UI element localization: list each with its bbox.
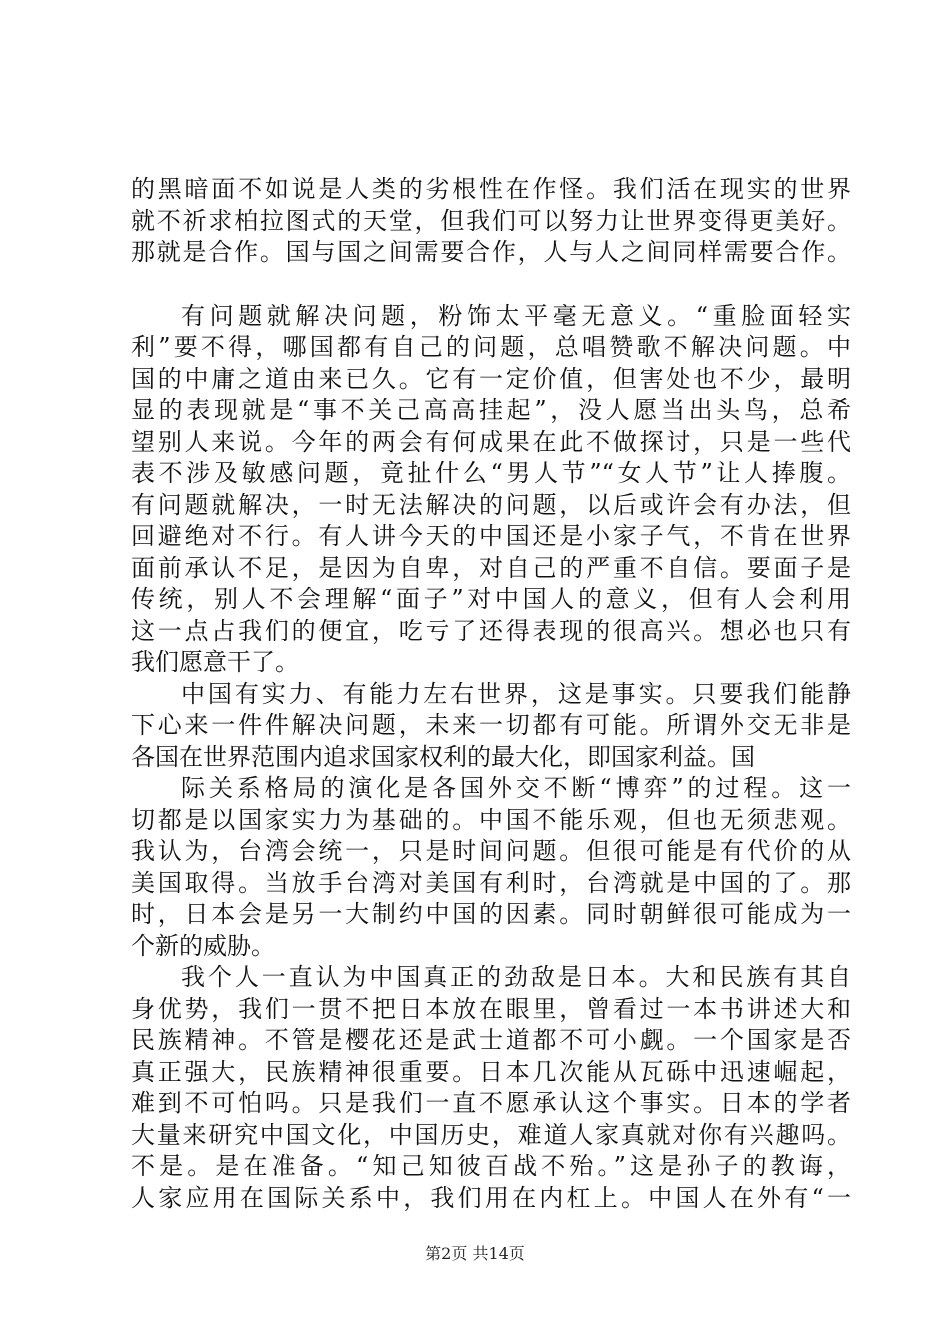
text-line: 大量来研究中国文化，中国历史，难道人家真就对你有兴趣吗。 <box>131 1120 851 1149</box>
text-line: 面前承认不足，是因为自卑，对自己的严重不自信。要面子是 <box>131 553 851 582</box>
text-line: 难到不可怕吗。只是我们一直不愿承认这个事实。日本的学者 <box>131 1089 851 1117</box>
text-line: 切都是以国家实力为基础的。中国不能乐观，但也无须悲观。 <box>131 805 851 834</box>
text-line: 个新的威胁。 <box>131 931 275 960</box>
text-line: 有问题就解决，一时无法解决的问题，以后或许会有办法，但 <box>131 490 851 519</box>
text-line: 美国取得。当放手台湾对美国有利时，台湾就是中国的了。那 <box>131 868 851 897</box>
page-number-footer: 第2页 共14页 <box>425 1244 525 1263</box>
text-line: 回避绝对不行。有人讲今天的中国还是小家子气，不肯在世界 <box>131 522 851 550</box>
text-line: 我个人一直认为中国真正的劲敌是日本。大和民族有其自 <box>181 963 851 991</box>
text-line: 民族精神。不管是樱花还是武士道都不可小觑。一个国家是否 <box>131 1026 851 1054</box>
text-line: 利”要不得，哪国都有自己的问题，总唱赞歌不解决问题。中 <box>131 333 851 361</box>
text-line: 际关系格局的演化是各国外交不断“博弈”的过程。这一 <box>181 774 851 802</box>
paragraph-5 <box>131 962 851 1214</box>
text-line: 望别人来说。今年的两会有何成果在此不做探讨，只是一些代 <box>131 427 851 456</box>
text-line: 中国有实力、有能力左右世界，这是事实。只要我们能静 <box>181 679 851 708</box>
text-line: 国的中庸之道由来已久。它有一定价值，但害处也不少，最明 <box>131 364 851 393</box>
text-line: 就不祈求柏拉图式的天堂，但我们可以努力让世界变得更美好。 <box>131 206 851 235</box>
text-line: 不是。是在准备。“知己知彼百战不殆。”这是孙子的教诲， <box>131 1152 851 1180</box>
text-line: 身优势，我们一贯不把日本放在眼里，曾看过一本书讲述大和 <box>131 994 851 1023</box>
text-line: 人家应用在国际关系中，我们用在内杠上。中国人在外有“一 <box>131 1183 851 1212</box>
text-line: 各国在世界范围内追求国家权利的最大化，即国家利益。国 <box>131 742 755 771</box>
text-line: 表不涉及敏感问题，竟扯什么“男人节”“女人节”让人捧腹。 <box>131 459 851 487</box>
text-line: 时，日本会是另一大制约中国的因素。同时朝鲜很可能成为一 <box>131 900 851 928</box>
paragraph-1 <box>131 174 851 269</box>
text-line: 的黑暗面不如说是人类的劣根性在作怪。我们活在现实的世界 <box>131 175 851 203</box>
body-text <box>131 174 851 1214</box>
text-line: 我认为，台湾会统一，只是时间问题。但很可能是有代价的从 <box>131 837 851 865</box>
text-line: 那就是合作。国与国之间需要合作，人与人之间同样需要合作。 <box>131 238 851 266</box>
text-line: 显的表现就是“事不关己高高挂起”，没人愿当出头鸟，总希 <box>131 396 851 424</box>
text-line: 我们愿意干了。 <box>131 648 299 676</box>
paragraph-2 <box>131 301 851 679</box>
paragraph-4 <box>131 773 851 962</box>
text-line: 这一点占我们的便宜，吃亏了还得表现的很高兴。想必也只有 <box>131 616 851 645</box>
text-line: 传统，别人不会理解“面子”对中国人的意义，但有人会利用 <box>131 585 851 613</box>
paragraph-3 <box>131 679 851 774</box>
text-line: 真正强大，民族精神很重要。日本几次能从瓦砾中迅速崛起， <box>131 1057 851 1086</box>
text-line: 有问题就解决问题，粉饰太平毫无意义。“重脸面轻实 <box>181 301 851 330</box>
text-line: 下心来一件件解决问题，未来一切都有可能。所谓外交无非是 <box>131 711 851 739</box>
